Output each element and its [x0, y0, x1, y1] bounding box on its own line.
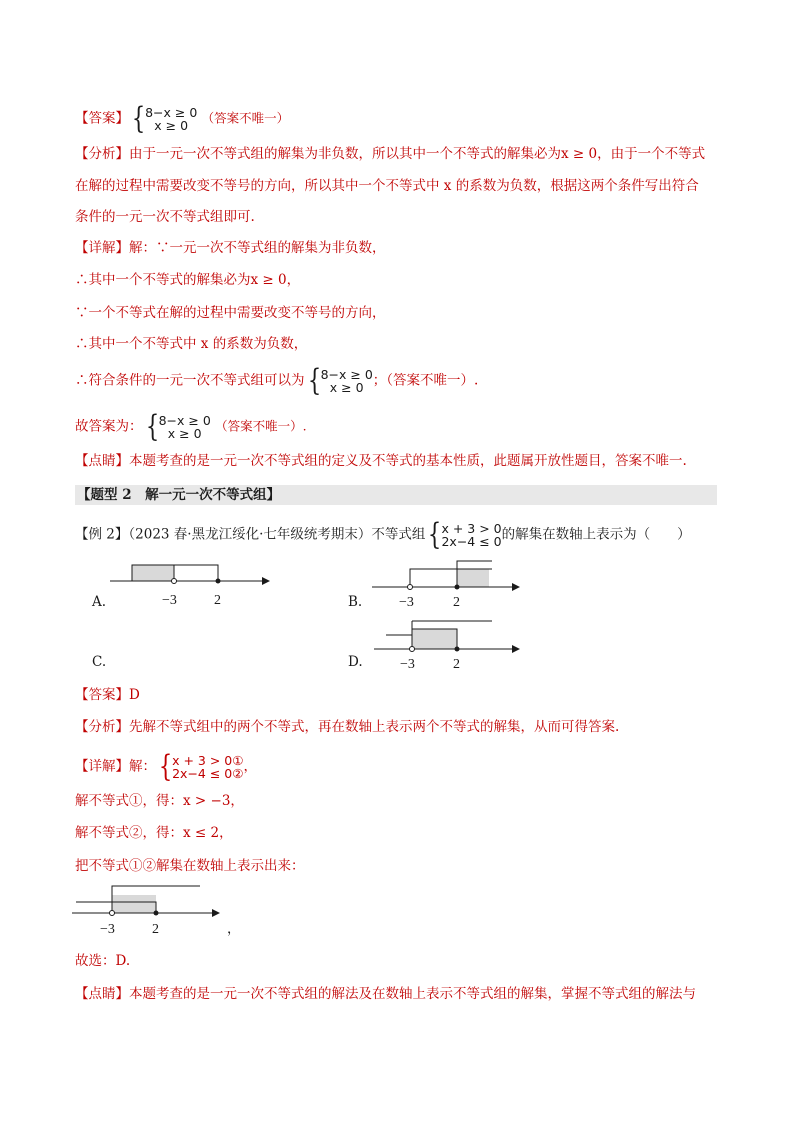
tick-label-left: −3: [100, 922, 115, 936]
brace-icon: {: [307, 363, 321, 398]
answer-2-line: [75, 686, 140, 704]
arrow-icon: [262, 577, 270, 585]
option-b-label[interactable]: B.: [348, 594, 363, 610]
tick-label-left: −3: [162, 593, 177, 608]
tick-label-right: 2: [453, 657, 460, 672]
example-text-suffix: 的解集在数轴上表示为（ ）: [501, 526, 691, 543]
analysis-1-line-2: 在解的过程中需要改变不等号的方向，所以其中一个不等式中 x 的系数为负数，根据这两个条件写出符合: [75, 178, 699, 194]
detail-text-5-suffix: ；（答案不唯一）.: [372, 372, 479, 389]
option-a-label[interactable]: A.: [92, 594, 107, 610]
arrow-icon: [212, 909, 220, 917]
answer-tag: 【答案】: [75, 687, 129, 703]
axis-trailing-comma: ，: [227, 921, 241, 937]
system-row-1: 8−x ≥ 0: [158, 413, 211, 428]
inequality-system: [172, 754, 243, 780]
system-row-2: 2x−4 ≤ 0: [441, 534, 502, 549]
detail-1-line-3: ∵一个不等式在解的过程中需要改变不等号的方向，: [75, 305, 386, 321]
analysis-1-line-3: 条件的一元一次不等式组即可.: [75, 209, 255, 225]
analysis-tag: 【分析】: [75, 719, 129, 735]
answer-value: D: [129, 687, 140, 703]
option-a-number-line[interactable]: [110, 555, 270, 613]
closed-point: [216, 579, 221, 584]
system-row-1: 8−x ≥ 0: [320, 367, 373, 382]
detail-text-1: 解：∵一元一次不等式组的解集为非负数，: [129, 240, 386, 256]
point-2-line: [75, 985, 696, 1003]
brace-icon: {: [158, 749, 173, 784]
detail-prefix: 解：: [129, 758, 156, 775]
brace-icon: {: [145, 409, 159, 444]
detail-1-line-5: [75, 363, 479, 398]
option-d-number-line[interactable]: [374, 615, 520, 673]
detail-2-line-2: 解不等式①，得：x > −3，: [75, 793, 244, 809]
answer-note: （答案不唯一）: [201, 110, 290, 126]
section-heading: [75, 485, 717, 505]
arrow-icon: [512, 583, 520, 591]
point-text: 本题考查的是一元一次不等式组的解法及在数轴上表示不等式组的解集，掌握不等式组的解法与: [129, 986, 696, 1002]
shaded-region: [412, 629, 457, 649]
system-row-2: x ≥ 0: [167, 426, 202, 441]
detail-text-5: ∴符合条件的一元一次不等式组可以为: [75, 372, 305, 389]
shaded-region: [132, 565, 174, 581]
closed-point: [455, 647, 460, 652]
shaded-region: [457, 569, 489, 587]
inequality-system: [441, 522, 501, 548]
inequality-system: [145, 106, 197, 132]
system-row-1: x + 3 > 0①: [172, 753, 244, 768]
brace-icon: {: [131, 101, 146, 136]
system-row-2: x ≥ 0: [329, 380, 364, 395]
detail-text-6: 故答案为：: [75, 418, 143, 435]
inequality-system: [159, 414, 211, 440]
system-row-2: 2x−4 ≤ 0②: [172, 766, 244, 781]
analysis-text-1: 由于一元一次不等式组的解集为非负数，所以其中一个不等式的解集必为x ≥ 0，由于一个不等式: [129, 146, 706, 162]
analysis-tag: 【分析】: [75, 146, 129, 162]
example-2-line: [75, 517, 691, 552]
system-row-2: x ≥ 0: [154, 118, 189, 133]
tick-label-right: 2: [152, 922, 159, 936]
analysis-text: 先解不等式组中的两个不等式，再在数轴上表示两个不等式的解集，从而可得答案.: [129, 719, 620, 735]
answer-1-line: [75, 101, 290, 136]
detail-tag: 【详解】: [75, 240, 129, 256]
option-d-label[interactable]: D.: [348, 654, 363, 670]
answer-tag: 【答案】: [75, 110, 129, 127]
point-tag: 【点睛】: [75, 453, 129, 469]
detail-2-line-3: 解不等式②，得：x ≤ 2，: [75, 825, 233, 841]
open-point: [172, 579, 177, 584]
example-tag: 【例 2】: [75, 526, 129, 543]
detail-2-line-4: 把不等式①②解集在数轴上表示出来：: [75, 858, 305, 874]
closed-point: [154, 911, 159, 916]
analysis-2-line: [75, 718, 619, 736]
system-row-1: x + 3 > 0: [441, 521, 502, 536]
detail-2-choice: 故选：D.: [75, 953, 131, 969]
detail-1-line-2: ∴其中一个不等式的解集必为x ≥ 0，: [75, 272, 301, 288]
section-heading-text: 【题型 2 解一元一次不等式组】: [77, 487, 281, 503]
example-text: （2023 春·黑龙江绥化·七年级统考期末）不等式组: [128, 526, 426, 543]
tick-label-left: −3: [399, 595, 414, 610]
tick-label-right: 2: [453, 595, 460, 610]
open-point: [410, 647, 415, 652]
detail-comma: ，: [243, 758, 257, 775]
tick-label-right: 2: [214, 593, 221, 608]
detail-1-line-4: ∴其中一个不等式中 x 的系数为负数，: [75, 336, 308, 352]
detail-1-line-6: [75, 409, 307, 444]
option-c-label[interactable]: C.: [92, 654, 107, 670]
detail-text-6-suffix: （答案不唯一）.: [215, 418, 307, 434]
open-point: [408, 585, 413, 590]
point-tag: 【点睛】: [75, 986, 129, 1002]
point-1-line: [75, 452, 687, 470]
open-point: [110, 911, 115, 916]
inequality-system: [321, 368, 373, 394]
option-b-number-line[interactable]: [372, 555, 520, 613]
shaded-region: [112, 895, 156, 913]
brace-icon: {: [428, 517, 442, 552]
analysis-1-line-1: [75, 145, 705, 163]
arrow-icon: [512, 645, 520, 653]
tick-label-left: −3: [400, 657, 415, 672]
detail-2-line-1: [75, 749, 257, 784]
solution-number-line: [72, 880, 222, 936]
detail-1-line-1: [75, 239, 386, 257]
point-text: 本题考查的是一元一次不等式组的定义及不等式的基本性质，此题属开放性题目，答案不唯一.: [129, 453, 687, 469]
system-row-1: 8−x ≥ 0: [145, 105, 198, 120]
detail-tag: 【详解】: [75, 758, 129, 775]
closed-point: [455, 585, 460, 590]
